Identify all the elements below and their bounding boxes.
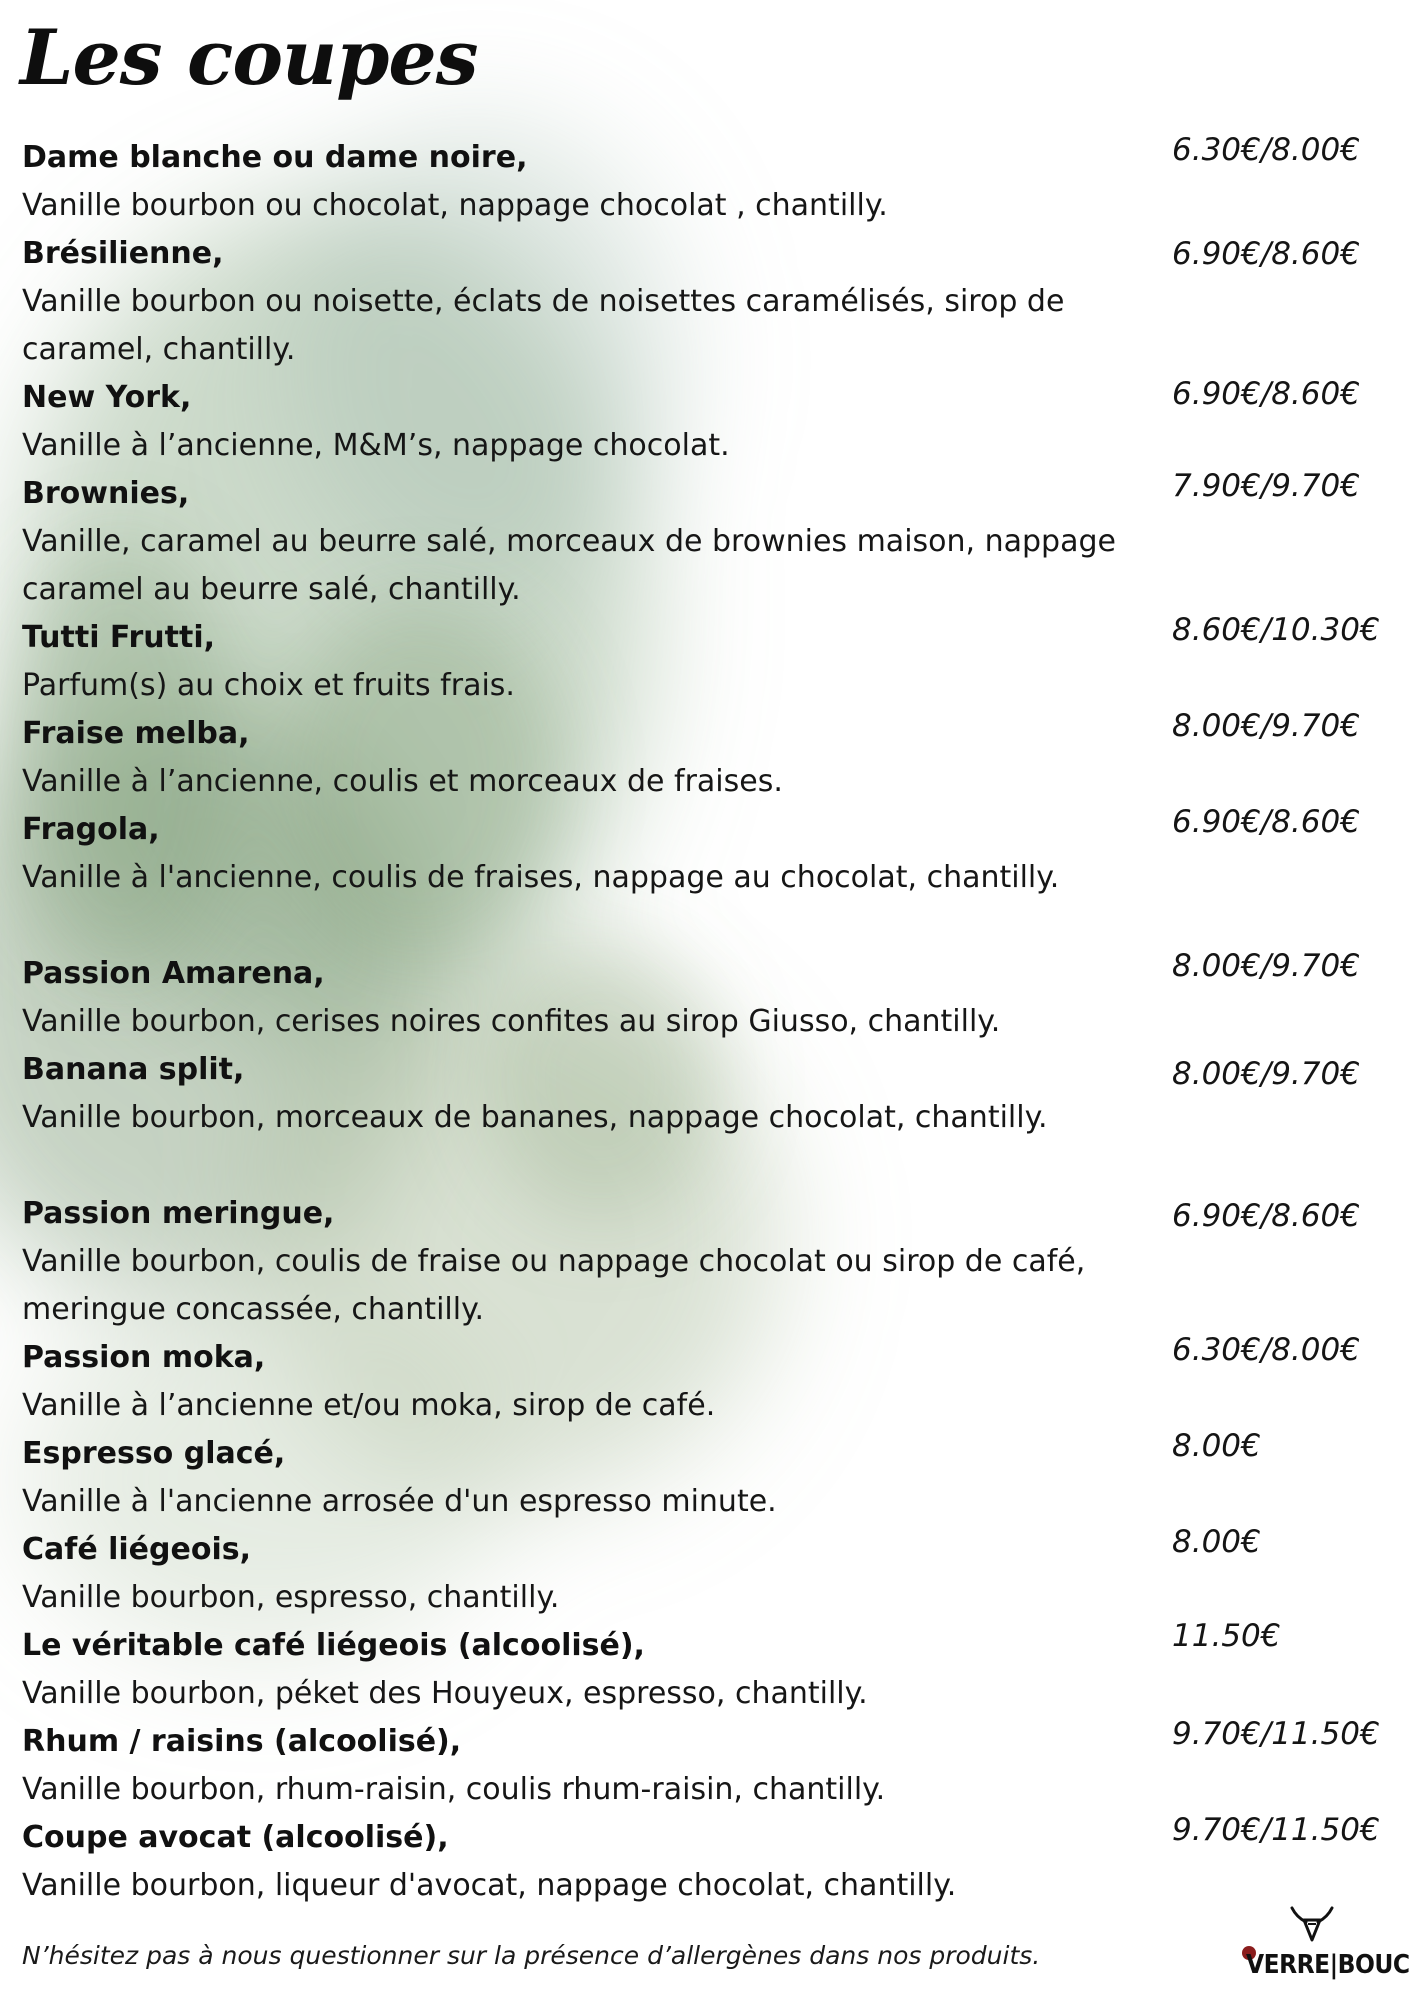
item-price: 9.70€/11.50€ bbox=[1172, 1716, 1380, 1752]
item-description: Vanille à l’ancienne et/ou moka, sirop de café. bbox=[22, 1388, 716, 1423]
item-description: Vanille bourbon, coulis de fraise ou nappage chocolat ou sirop de café, meringue concassée, chantilly. bbox=[22, 1244, 1086, 1327]
item-price: 9.70€/11.50€ bbox=[1172, 1812, 1380, 1848]
item-name: Rhum / raisins (alcoolisé), bbox=[22, 1724, 462, 1759]
item-price: 8.60€/10.30€ bbox=[1172, 612, 1380, 648]
allergen-note: N’hésitez pas à nous questionner sur la présence d’allergènes dans nos produits. bbox=[22, 1941, 1041, 1970]
item-description: Vanille à l’ancienne, M&M’s, nappage chocolat. bbox=[22, 428, 730, 463]
item-price: 8.00€/9.70€ bbox=[1172, 948, 1360, 984]
item-name: Brésilienne, bbox=[22, 236, 224, 271]
page-title: Les coupes bbox=[20, 13, 478, 102]
item-price: 8.00€/9.70€ bbox=[1172, 1056, 1360, 1092]
item-description: Vanille bourbon, liqueur d'avocat, nappage chocolat, chantilly. bbox=[22, 1868, 957, 1903]
item-name: Dame blanche ou dame noire, bbox=[22, 140, 528, 175]
item-name: New York, bbox=[22, 380, 192, 415]
item-description: Vanille bourbon, morceaux de bananes, nappage chocolat, chantilly. bbox=[22, 1100, 1048, 1135]
item-price: 11.50€ bbox=[1172, 1618, 1281, 1654]
item-name: Tutti Frutti, bbox=[22, 620, 216, 655]
item-price: 6.90€/8.60€ bbox=[1172, 236, 1360, 272]
item-price: 6.30€/8.00€ bbox=[1172, 1332, 1360, 1368]
item-name: Coupe avocat (alcoolisé), bbox=[22, 1820, 449, 1855]
item-name: Café liégeois, bbox=[22, 1532, 251, 1567]
item-price: 6.30€/8.00€ bbox=[1172, 132, 1360, 168]
item-description: Vanille bourbon ou noisette, éclats de noisettes caramélisés, sirop de caramel, chantilly. bbox=[22, 284, 1065, 367]
item-description: Vanille à l'ancienne, coulis de fraises, nappage au chocolat, chantilly. bbox=[22, 860, 1060, 895]
item-description: Vanille à l’ancienne, coulis et morceaux de fraises. bbox=[22, 764, 783, 799]
item-price: 7.90€/9.70€ bbox=[1172, 468, 1360, 504]
item-description: Vanille bourbon, rhum-raisin, coulis rhum-raisin, chantilly. bbox=[22, 1772, 886, 1807]
item-price: 8.00€ bbox=[1172, 1524, 1261, 1560]
item-price: 8.00€/9.70€ bbox=[1172, 708, 1360, 744]
item-description: Vanille bourbon, espresso, chantilly. bbox=[22, 1580, 560, 1615]
item-name: Passion meringue, bbox=[22, 1196, 335, 1231]
item-name: Fragola, bbox=[22, 812, 160, 847]
item-name: Passion moka, bbox=[22, 1340, 266, 1375]
item-name: Fraise melba, bbox=[22, 716, 250, 751]
item-description: Vanille bourbon, péket des Houyeux, espresso, chantilly. bbox=[22, 1676, 868, 1711]
item-name: Le véritable café liégeois (alcoolisé), bbox=[22, 1628, 645, 1663]
item-name: Passion Amarena, bbox=[22, 956, 325, 991]
item-description: Parfum(s) au choix et fruits frais. bbox=[22, 668, 515, 703]
item-description: Vanille bourbon ou chocolat, nappage chocolat , chantilly. bbox=[22, 188, 888, 223]
item-price: 6.90€/8.60€ bbox=[1172, 804, 1360, 840]
item-price: 6.90€/8.60€ bbox=[1172, 376, 1360, 412]
goat-head-icon bbox=[1286, 1904, 1338, 1944]
item-name: Brownies, bbox=[22, 476, 190, 511]
item-description: Vanille, caramel au beurre salé, morceaux de brownies maison, nappage caramel au beurre salé, chantilly. bbox=[22, 524, 1116, 607]
item-description: Vanille bourbon, cerises noires confites au sirop Giusso, chantilly. bbox=[22, 1004, 1001, 1039]
item-description: Vanille à l'ancienne arrosée d'un espresso minute. bbox=[22, 1484, 777, 1519]
item-price: 8.00€ bbox=[1172, 1428, 1261, 1464]
logo-text: VERRE|BOUC bbox=[1246, 1950, 1410, 1980]
item-name: Espresso glacé, bbox=[22, 1436, 286, 1471]
item-name: Banana split, bbox=[22, 1052, 245, 1087]
item-price: 6.90€/8.60€ bbox=[1172, 1198, 1360, 1234]
verre-bouc-logo bbox=[1236, 1904, 1410, 1984]
